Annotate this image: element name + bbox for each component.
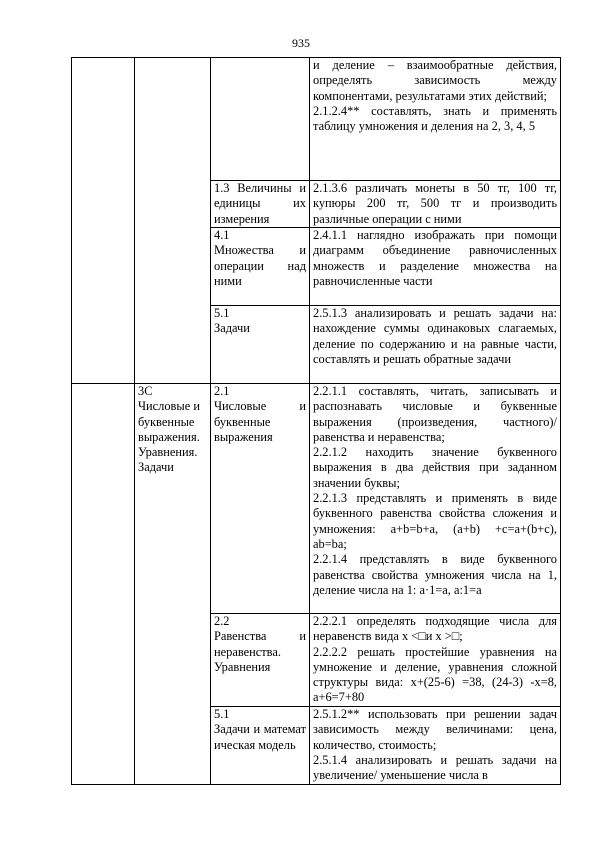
topic-number: 4.1 [214,228,230,242]
topic-cell [211,58,310,181]
topic-text: Числовые и буквенные выражения [214,399,306,444]
objective-text: 2.2.1.4 представлять в виде буквенного равенства свойства умножения числа на 1, деление числа на 1: a·1=a, a:1=a [313,552,557,597]
section-cell-empty [72,58,135,384]
objective-text: 2.5.1.4 анализировать и решать задачи на увеличение/ уменьшение числа в [313,752,557,783]
curriculum-table [71,57,561,785]
objectives-cell [310,181,561,228]
objective-text: 2.4.1.1 наглядно изображать при помощи диаграмм объединение равночисленных множеств и разделение множества на равночисленные части [313,228,557,288]
table-row [72,384,561,614]
objectives-cell [310,384,561,614]
topic-cell [211,614,310,707]
objective-text: 2.2.2.1 определять подходящие числа для неравенств вида x <□и x >□; [313,614,557,644]
section-title: Числовые и буквенные выражения. [138,399,200,444]
topic-cell [211,306,310,384]
objectives-cell [310,707,561,785]
topic-number: 5.1 [214,306,230,320]
table-row [72,58,561,181]
topic-text: Множества и операции над ними [214,243,306,288]
objectives-cell [310,228,561,306]
section-title: Уравнения. Задачи [138,445,198,475]
topic-text: Равенства и неравенства. [214,629,306,659]
page-number: 935 [292,36,310,50]
objective-text: 2.5.1.3 анализировать и решать задачи на: нахождение суммы одинаковых слагаемых, деление по содержанию и на равные части, составлять и решать обратные задачи [313,306,557,366]
topic-cell [211,707,310,785]
topic-text: 1.3 Величины и единицы их измерения [214,181,306,226]
objective-text: 2.2.2.2 решать простейшие уравнения на умножение и деление, уравнения сложной структуры вида: x+(25-6) =38, (24-3) -x=8, a+6=7+80 [313,644,557,705]
objectives-cell [310,614,561,707]
objective-text: и деление – взаимообратные действия, определять зависимость между компонентами, результатами этих действий; [313,58,557,103]
objective-text: 2.2.1.2 находить значение буквенного выражения в два действия при заданном значении буквы; [313,445,557,490]
objective-text: 2.2.1.3 представлять и применять в виде буквенного равенства свойства сложения и умножения: a+b=b+a, (a+b) +c=a+(b+c), ab=ba; [313,491,557,551]
section-cell [135,384,211,785]
topic-number: 2.1 [214,384,230,398]
objective-text: 2.5.1.2** использовать при решении задач зависимость между величинами: цена, количество, стоимость; [313,707,557,752]
objectives-cell [310,58,561,181]
topic-text: Задачи [214,321,250,336]
objective-text: 2.1.3.6 различать монеты в 50 тг, 100 тг, купюры 200 тг, 500 тг и производить различные операции с ними [313,181,557,226]
objective-text: 2.2.1.1 составлять, читать, записывать и распознавать числовые и буквенные выражения (произведения, частного)/ равенства и неравенства; [313,384,557,444]
topic-text: Задачи и математическая модель [214,722,306,752]
subsection-cell-empty [135,58,211,384]
topic-cell [211,228,310,306]
topic-number: 5.1 [214,707,230,721]
topic-number: 2.2 [214,614,230,628]
topic-cell [211,181,310,228]
objectives-cell [310,306,561,384]
topic-text: Уравнения [214,659,271,674]
objective-text: 2.1.2.4** составлять, знать и применять таблицу умножения и деления на 2, 3, 4, 5 [313,103,557,134]
topic-cell [211,384,310,614]
section-cell-empty [72,384,135,785]
section-code: 3С [138,384,153,398]
